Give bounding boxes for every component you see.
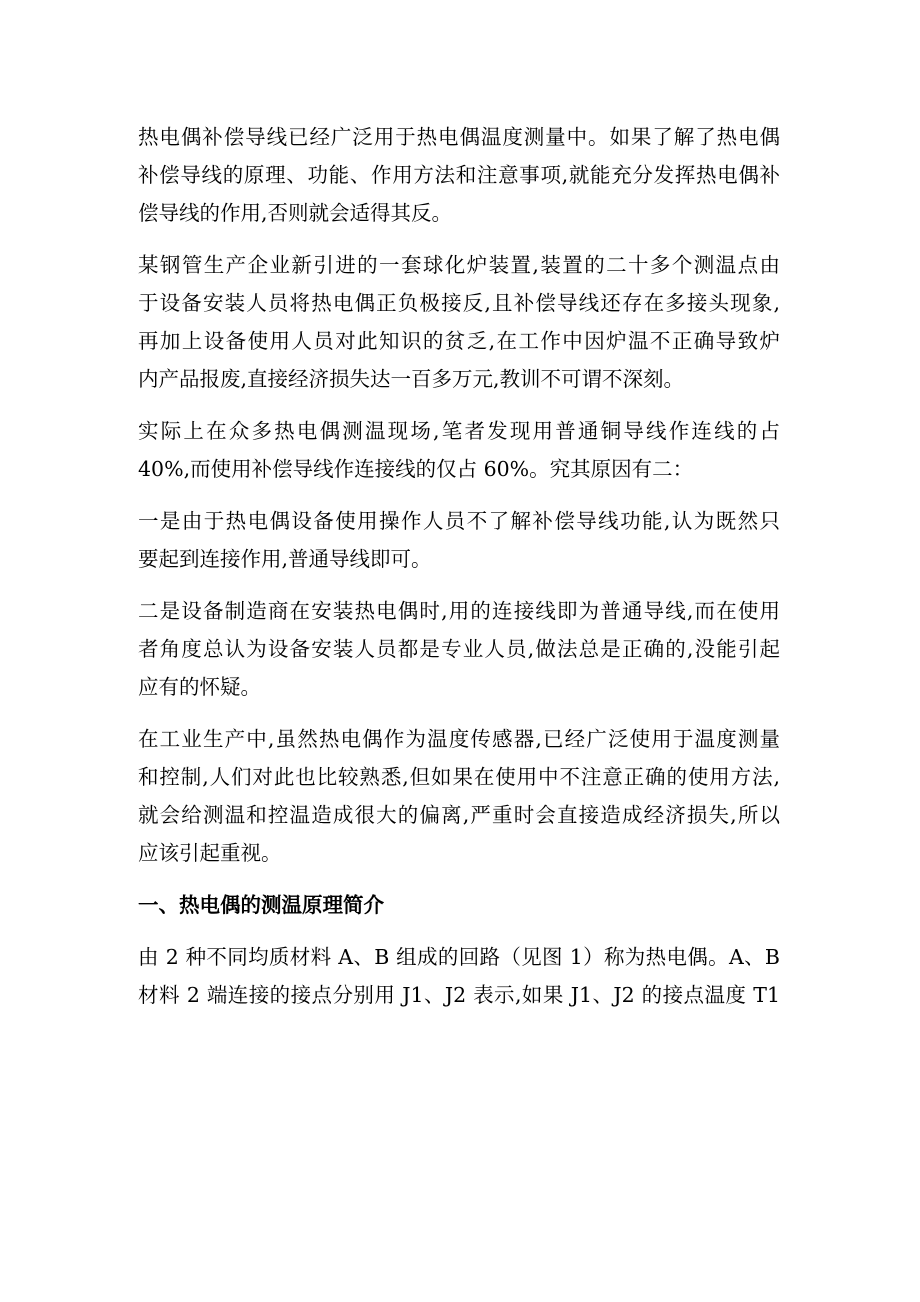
text-line: 于设备安装人员将热电偶正负极接反,且补偿导线还存在多接头现象, [138,291,780,315]
paragraph-2 [138,246,780,398]
text-line: 再加上设备使用人员对此知识的贫乏,在工作中因炉温不正确导致炉 [138,329,780,353]
text-line: 在工业生产中,虽然热电偶作为温度传感器,已经广泛使用于温度测量 [138,727,780,751]
paragraph-5 [138,592,780,706]
text-line: 40%,而使用补偿导线作连接线的仅占 60%。究其原因有二： [138,457,694,481]
text-line: 由 2 种不同均质材料 A、B 组成的回路（见图 1）称为热电偶。A、B [138,945,780,969]
paragraph-6 [138,720,780,872]
text-line: 内产品报废,直接经济损失达一百多万元,教训不可谓不深刻。 [138,367,685,391]
text-line: 应该引起重视。 [138,841,282,865]
text-line: 材料 2 端连接的接点分别用 J1、J2 表示,如果 J1、J2 的接点温度 T1 [138,983,780,1007]
paragraph-3 [138,412,780,488]
text-line: 偿导线的作用,否则就会适得其反。 [138,201,453,225]
document-page [138,118,780,1014]
paragraph-4 [138,502,780,578]
text-line: 补偿导线的原理、功能、作用方法和注意事项,就能充分发挥热电偶补 [138,163,780,187]
text-line: 热电偶补偿导线已经广泛用于热电偶温度测量中。如果了解了热电偶 [138,125,780,149]
paragraph-1 [138,118,780,232]
section-paragraph [138,938,780,1014]
text-line: 二是设备制造商在安装热电偶时,用的连接线即为普通导线,而在使用 [138,599,780,623]
text-line: 和控制,人们对此也比较熟悉,但如果在使用中不注意正确的使用方法, [138,765,780,789]
text-line: 一是由于热电偶设备使用操作人员不了解补偿导线功能,认为既然只 [138,509,780,533]
text-line: 要起到连接作用,普通导线即可。 [138,547,432,571]
text-line: 应有的怀疑。 [138,675,261,699]
text-line: 就会给测温和控温造成很大的偏离,严重时会直接造成经济损失,所以 [138,803,780,827]
section-heading: 一、热电偶的测温原理简介 [138,893,384,917]
text-line: 者角度总认为设备安装人员都是专业人员,做法总是正确的,没能引起 [138,637,780,661]
text-line: 某钢管生产企业新引进的一套球化炉装置,装置的二十多个测温点由 [138,253,780,277]
text-line: 实际上在众多热电偶测温现场,笔者发现用普通铜导线作连线的占 [138,419,780,443]
